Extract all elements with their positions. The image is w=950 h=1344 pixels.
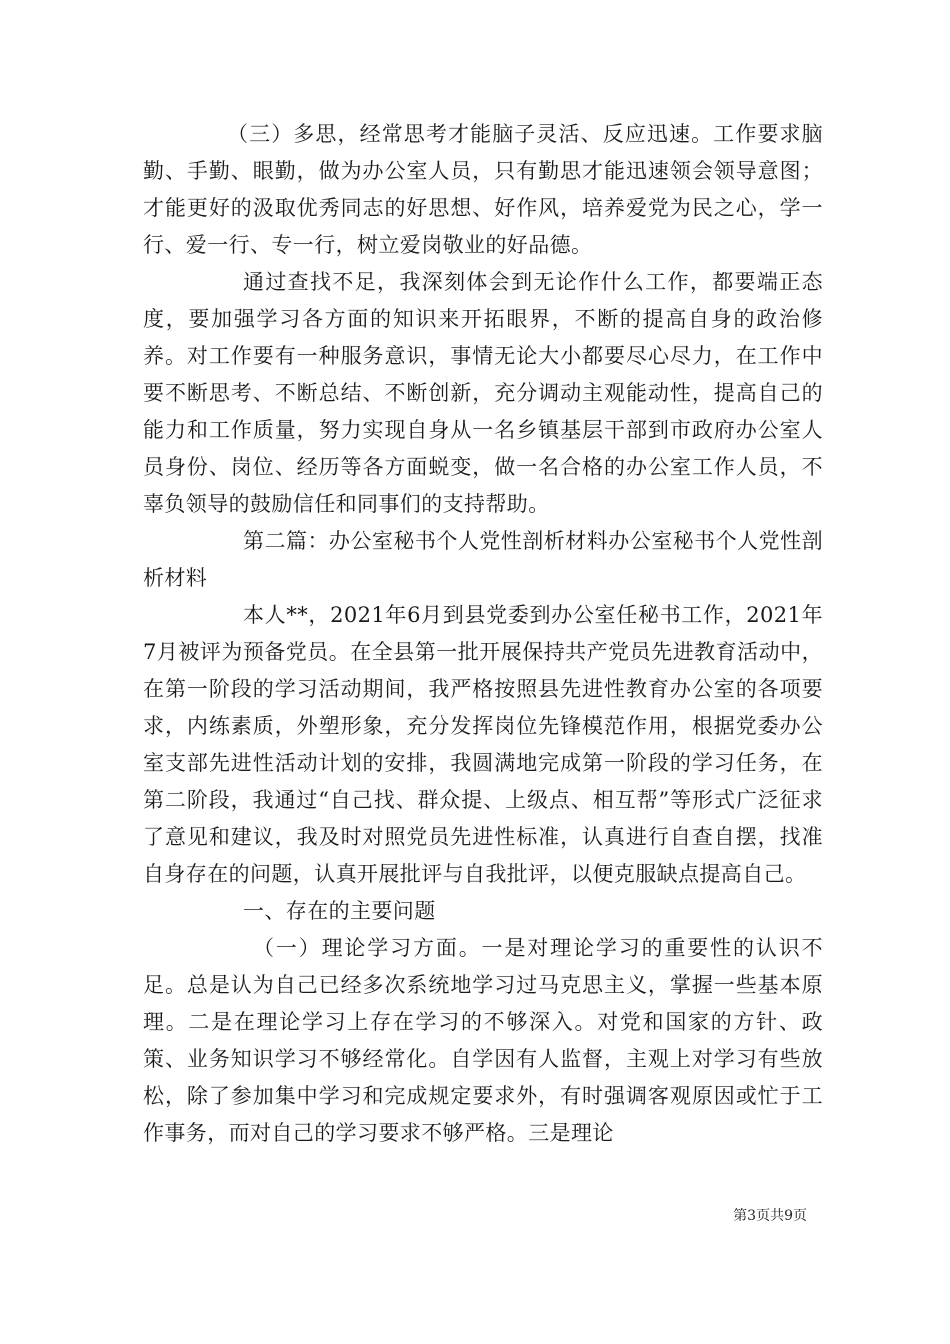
- paragraph-summary: 通过查找不足，我深刻体会到无论作什么工作，都要端正态度，要加强学习各方面的知识来开拓眼界，不断的提高自身的政治修养。对工作要有一种服务意识，事情无论大小都要尽心尽力，在工作中要不断思考、不断总结、不断创新，充分调动主观能动性，提高自己的能力和工作质量，努力实现自身从一名乡镇基层干部到市政府办公室人员身份、岗位、经历等各方面蜕变，做一名合格的办公室工作人员，不辜负领导的鼓励信任和同事们的支持帮助。: [143, 270, 823, 516]
- page-number: 第3页共9页: [733, 1208, 807, 1224]
- document-body: [143, 116, 823, 1152]
- paragraph-duosi: （三）多思，经常思考才能脑子灵活、反应迅速。工作要求脑勤、手勤、眼勤，做为办公室人员，只有勤思才能迅速领会领导意图；才能更好的汲取优秀同志的好思想、好作风，培养爱党为民之心，学一行、爱一行、专一行，树立爱岗敬业的好品德。: [143, 122, 823, 257]
- paragraph-theory-study: （一）理论学习方面。一是对理论学习的重要性的认识不足。总是认为自己已经多次系统地学习过马克思主义，掌握一些基本原理。二是在理论学习上存在学习的不够深入。对党和国家的方针、政策、业务知识学习不够经常化。自学因有人监督，主观上对学习有些放松，除了参加集中学习和完成规定要求外，有时强调客观原因或忙于工作事务，而对自己的学习要求不够严格。三是理论: [143, 936, 823, 1145]
- paragraph-self-intro: 本人**，2021年6月到县党委到办公室任秘书工作，2021年7月被评为预备党员。在全县第一批开展保持共产党员先进教育活动中，在第一阶段的学习活动期间，我严格按照县先进性教育办公室的各项要求，内练素质，外塑形象，充分发挥岗位先锋模范作用，根据党委办公室支部先进性活动计划的安排，我圆满地完成第一阶段的学习任务，在第二阶段，我通过“自己找、群众提、上级点、相互帮”等形式广泛征求了意见和建议，我及时对照党员先进性标准，认真进行自查自摆，找准自身存在的问题，认真开展批评与自我批评，以便克服缺点提高自己。: [143, 603, 823, 886]
- section-heading-problems: 一、存在的主要问题: [243, 899, 436, 923]
- section-heading-part-two: 第二篇：办公室秘书个人党性剖析材料办公室秘书个人党性剖析材料: [143, 529, 823, 590]
